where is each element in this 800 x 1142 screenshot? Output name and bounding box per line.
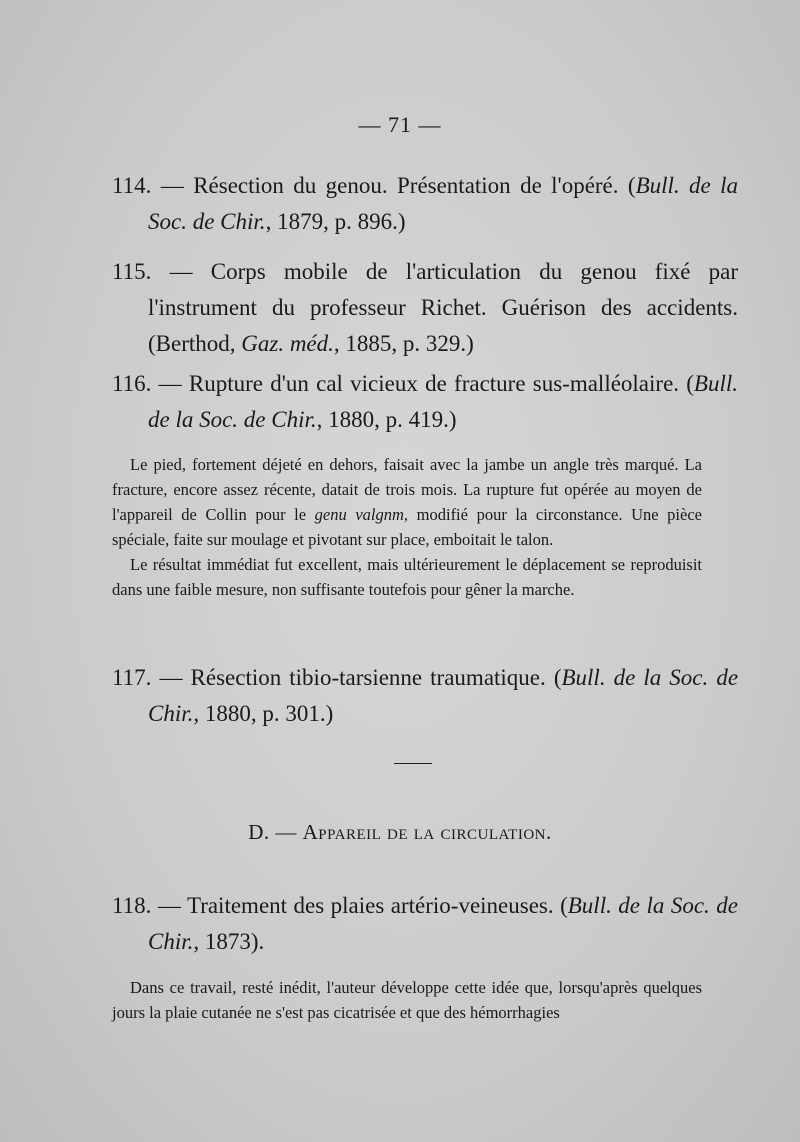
note-text: Le pied, fortement déjeté en dehors, faisait avec la jambe un angle très marqué. La fracture, encore assez récente, datait de trois mois. La rupture fut opérée au moyen de l'appareil de Collin pour le — [112, 455, 702, 524]
note-paragraph — [112, 452, 702, 552]
entry-citation: , 1880, p. 301.) — [193, 701, 334, 726]
section-letter: D. — [248, 820, 270, 844]
entry-117 — [112, 660, 738, 732]
section-dash: — — [275, 820, 297, 844]
entry-number: 118. — [112, 893, 152, 918]
section-title: Appareil de la circulation. — [302, 820, 552, 844]
entry-116-note — [112, 452, 702, 602]
entry-journal: Bull. de la Soc. de Chir. — [148, 893, 738, 954]
page-number: — 71 — — [358, 112, 442, 137]
entry-116 — [112, 366, 738, 438]
note-paragraph: Le résultat immédiat fut excellent, mais ultérieurement le déplacement se reproduisit dans une faible mesure, non suffisante toutefois pour gêner la marche. — [112, 555, 702, 599]
entry-number: 117. — [112, 665, 152, 690]
section-divider — [394, 763, 432, 764]
note-paragraph: Dans ce travail, resté inédit, l'auteur développe cette idée que, lorsqu'après quelques jours la plaie cutanée ne s'est pas cicatrisée et que des hémorrhagies — [112, 978, 702, 1022]
entry-citation: , 1885, p. 329.) — [333, 331, 474, 356]
entry-citation: , 1879, p. 896.) — [265, 209, 406, 234]
entry-118 — [112, 888, 738, 960]
entry-number: 116. — [112, 371, 152, 396]
entry-text: Rupture d'un cal vicieux de fracture sus-malléolaire. ( — [188, 371, 694, 396]
entry-journal: Bull. de la Soc. de Chir. — [148, 173, 739, 234]
entry-journal: Gaz. méd. — [241, 331, 334, 356]
entry-number: 115. — [112, 259, 152, 284]
entry-dash: — — [158, 371, 182, 396]
entry-dash: — — [169, 259, 193, 284]
entry-115 — [112, 254, 738, 362]
entry-dash: — — [160, 173, 184, 198]
entry-text: Résection tibio-tarsienne traumatique. ( — [190, 665, 562, 690]
note-text: , modifié pour la circonstance. Une pièce spéciale, faite sur moulage et pivotant sur place, emboitait le talon. — [112, 505, 702, 549]
entry-journal: Bull. de la Soc. de Chir. — [148, 665, 739, 726]
entry-text: Corps mobile de l'articulation du genou fixé par l'instrument du professeur Richet. Guérison des accidents. (Berthod, — [148, 259, 739, 356]
entry-number: 114. — [112, 173, 152, 198]
entry-citation: , 1880, p. 419.) — [316, 407, 457, 432]
entry-114 — [112, 168, 738, 240]
note-italic: genu valgnm — [314, 505, 404, 524]
entry-dash: — — [159, 665, 183, 690]
entry-118-note — [112, 975, 702, 1025]
entry-journal: Bull. de la Soc. de Chir. — [148, 371, 739, 432]
entry-text: Résection du genou. Présentation de l'opéré. ( — [193, 173, 636, 198]
entry-text: Traitement des plaies artério-veineuses. ( — [186, 893, 568, 918]
entry-citation: , 1873). — [193, 929, 265, 954]
section-heading — [0, 820, 800, 845]
entry-dash: — — [157, 893, 181, 918]
